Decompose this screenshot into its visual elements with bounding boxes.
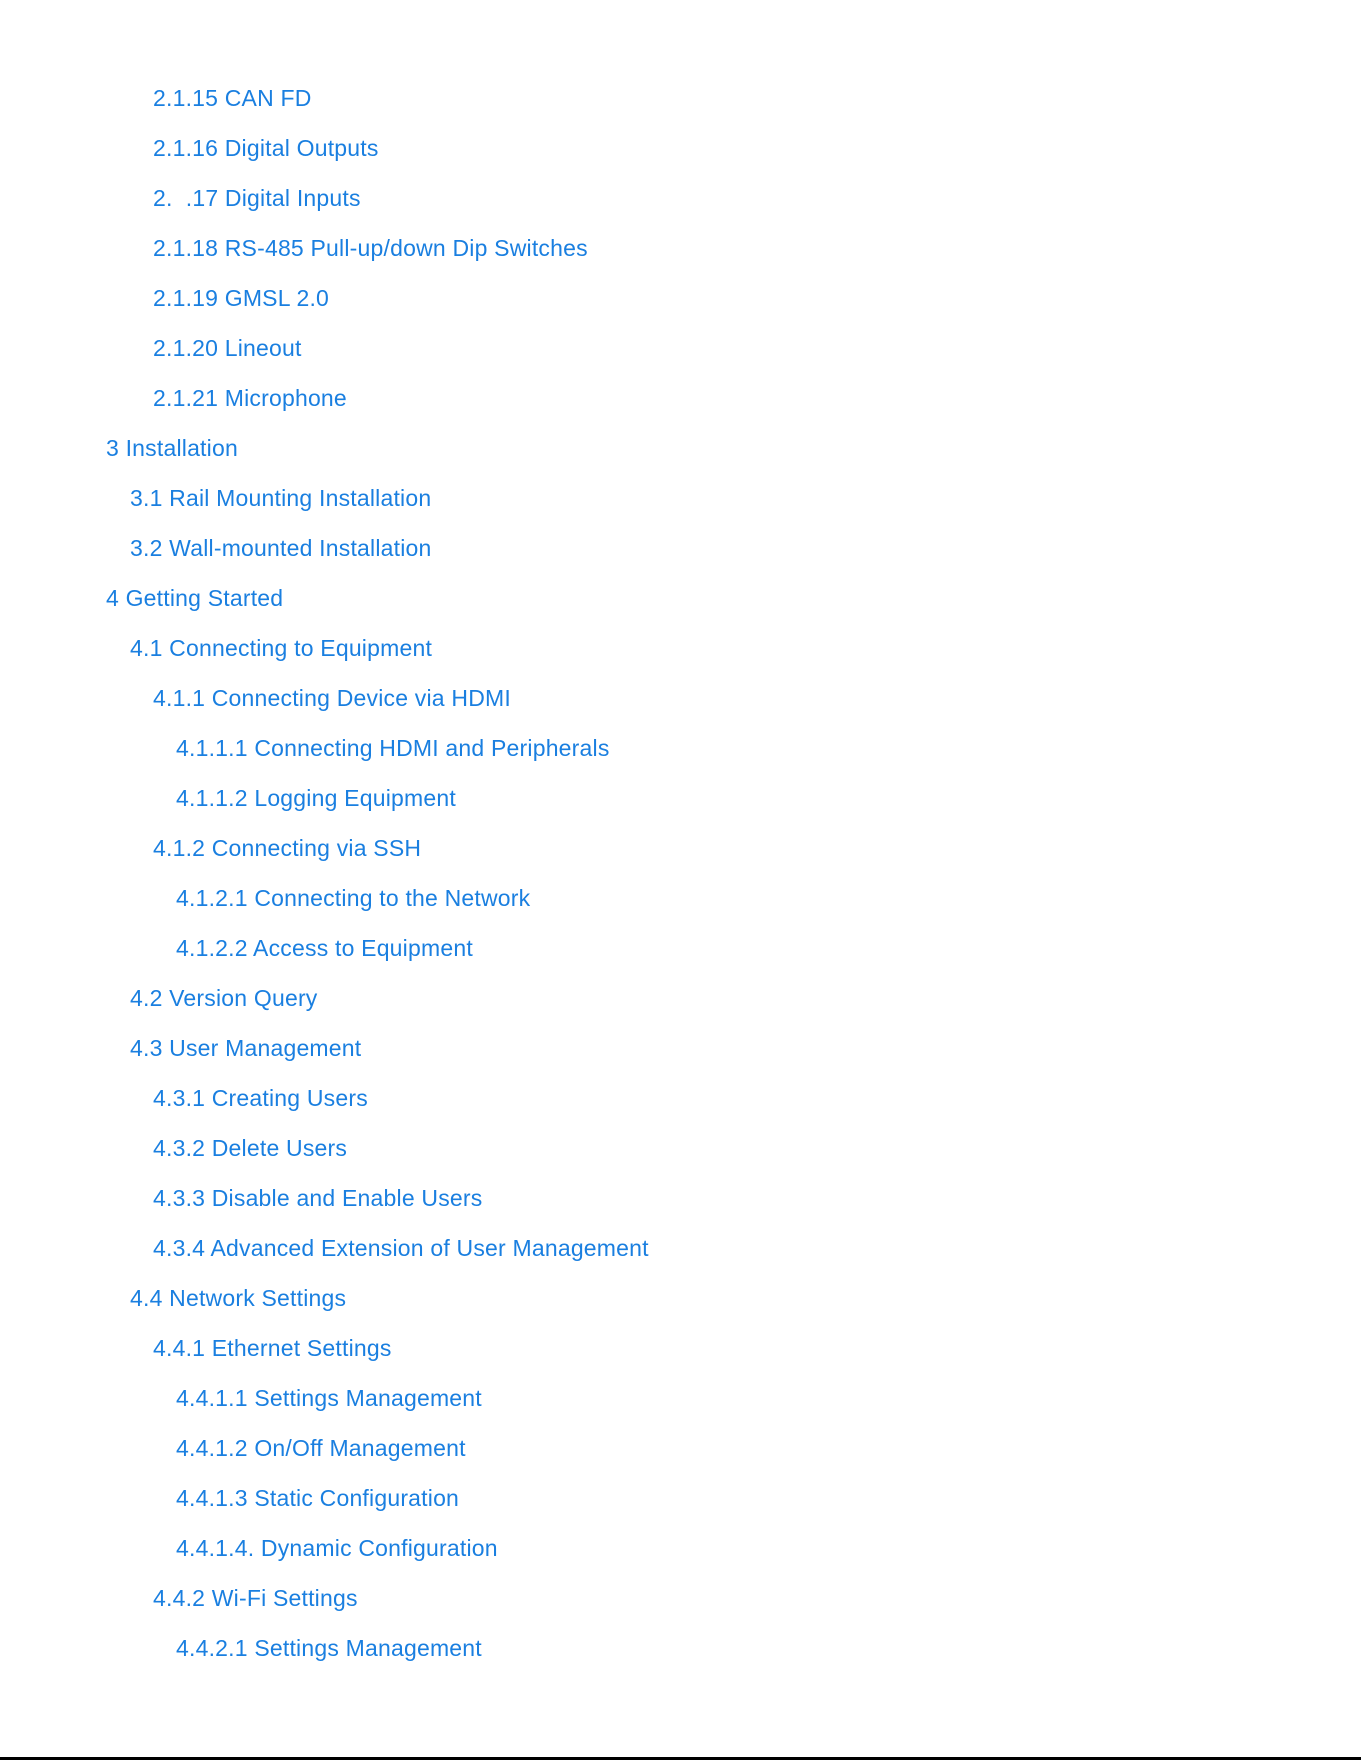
toc-link[interactable]: 4.4.1.4. Dynamic Configuration <box>176 1535 498 1561</box>
toc-link[interactable]: 4.1.1.1 Connecting HDMI and Peripherals <box>176 735 610 761</box>
toc-entry-4-1-2-2[interactable] <box>0 923 1361 973</box>
toc-link[interactable]: 2.1.18 RS-485 Pull-up/down Dip Switches <box>153 235 588 261</box>
toc-link[interactable]: 4.3.1 Creating Users <box>153 1085 368 1111</box>
toc-entry-4-4-1[interactable] <box>0 1323 1361 1373</box>
toc-link[interactable]: 4.4.1.3 Static Configuration <box>176 1485 460 1511</box>
toc-entry-3[interactable] <box>0 423 1361 473</box>
toc-entry-3-2[interactable] <box>0 523 1361 573</box>
toc-link[interactable]: 4.2 Version Query <box>130 985 318 1011</box>
toc-entry-4-3-1[interactable] <box>0 1073 1361 1123</box>
toc-entry-2-1-20[interactable] <box>0 323 1361 373</box>
table-of-contents <box>0 73 1361 1673</box>
toc-link[interactable]: 4.1.2 Connecting via SSH <box>153 835 422 861</box>
toc-link[interactable]: 4.4.1.1 Settings Management <box>176 1385 482 1411</box>
toc-link[interactable]: 4.1.1 Connecting Device via HDMI <box>153 685 511 711</box>
toc-entry-4-3-4[interactable] <box>0 1223 1361 1273</box>
page-bottom-rule <box>0 1757 1361 1760</box>
toc-link[interactable]: 4.4 Network Settings <box>130 1285 347 1311</box>
toc-entry-4-4-2[interactable] <box>0 1573 1361 1623</box>
toc-entry-4-4[interactable] <box>0 1273 1361 1323</box>
toc-link[interactable]: 4 Getting Started <box>106 585 284 611</box>
toc-entry-4-3[interactable] <box>0 1023 1361 1073</box>
toc-entry-4-1-2[interactable] <box>0 823 1361 873</box>
toc-link[interactable]: 4.3.3 Disable and Enable Users <box>153 1185 483 1211</box>
toc-link[interactable]: 4.1 Connecting to Equipment <box>130 635 433 661</box>
toc-link[interactable]: 2.1.15 CAN FD <box>153 85 312 111</box>
toc-link[interactable]: 4.1.1.2 Logging Equipment <box>176 785 456 811</box>
toc-entry-4[interactable] <box>0 573 1361 623</box>
toc-entry-2-1-16[interactable] <box>0 123 1361 173</box>
toc-link[interactable]: 4.4.1.2 On/Off Management <box>176 1435 466 1461</box>
toc-link[interactable]: 2.1.19 GMSL 2.0 <box>153 285 330 311</box>
toc-entry-4-4-2-1[interactable] <box>0 1623 1361 1673</box>
toc-link[interactable]: 4.3.2 Delete Users <box>153 1135 348 1161</box>
toc-entry-3-1[interactable] <box>0 473 1361 523</box>
toc-link[interactable]: 4.4.2 Wi-Fi Settings <box>153 1585 358 1611</box>
toc-entry-4-4-1-4[interactable] <box>0 1523 1361 1573</box>
toc-entry-4-4-1-3[interactable] <box>0 1473 1361 1523</box>
toc-entry-4-4-1-1[interactable] <box>0 1373 1361 1423</box>
toc-entry-4-3-2[interactable] <box>0 1123 1361 1173</box>
toc-entry-2-1-21[interactable] <box>0 373 1361 423</box>
toc-entry-4-1-1[interactable] <box>0 673 1361 723</box>
toc-entry-4-1-1-1[interactable] <box>0 723 1361 773</box>
toc-entry-2-1-19[interactable] <box>0 273 1361 323</box>
toc-link[interactable]: 3.1 Rail Mounting Installation <box>130 485 432 511</box>
toc-entry-4-1[interactable] <box>0 623 1361 673</box>
toc-entry-2-1-15[interactable] <box>0 73 1361 123</box>
toc-link[interactable]: 4.1.2.2 Access to Equipment <box>176 935 473 961</box>
toc-entry-4-1-2-1[interactable] <box>0 873 1361 923</box>
toc-link[interactable]: 2.1.20 Lineout <box>153 335 302 361</box>
toc-entry-4-4-1-2[interactable] <box>0 1423 1361 1473</box>
toc-link[interactable]: 4.4.2.1 Settings Management <box>176 1635 482 1661</box>
toc-entry-2-1-17[interactable] <box>0 173 1361 223</box>
toc-link[interactable]: 4.4.1 Ethernet Settings <box>153 1335 392 1361</box>
toc-link[interactable]: 2. .17 Digital Inputs <box>153 185 361 211</box>
toc-entry-4-1-1-2[interactable] <box>0 773 1361 823</box>
toc-link[interactable]: 3 Installation <box>106 435 238 461</box>
toc-link[interactable]: 4.3 User Management <box>130 1035 362 1061</box>
toc-link[interactable]: 4.1.2.1 Connecting to the Network <box>176 885 531 911</box>
toc-entry-4-2[interactable] <box>0 973 1361 1023</box>
toc-link[interactable]: 4.3.4 Advanced Extension of User Management <box>153 1235 649 1261</box>
toc-link[interactable]: 3.2 Wall-mounted Installation <box>130 535 432 561</box>
toc-entry-4-3-3[interactable] <box>0 1173 1361 1223</box>
toc-link[interactable]: 2.1.16 Digital Outputs <box>153 135 379 161</box>
toc-link[interactable]: 2.1.21 Microphone <box>153 385 347 411</box>
toc-entry-2-1-18[interactable] <box>0 223 1361 273</box>
